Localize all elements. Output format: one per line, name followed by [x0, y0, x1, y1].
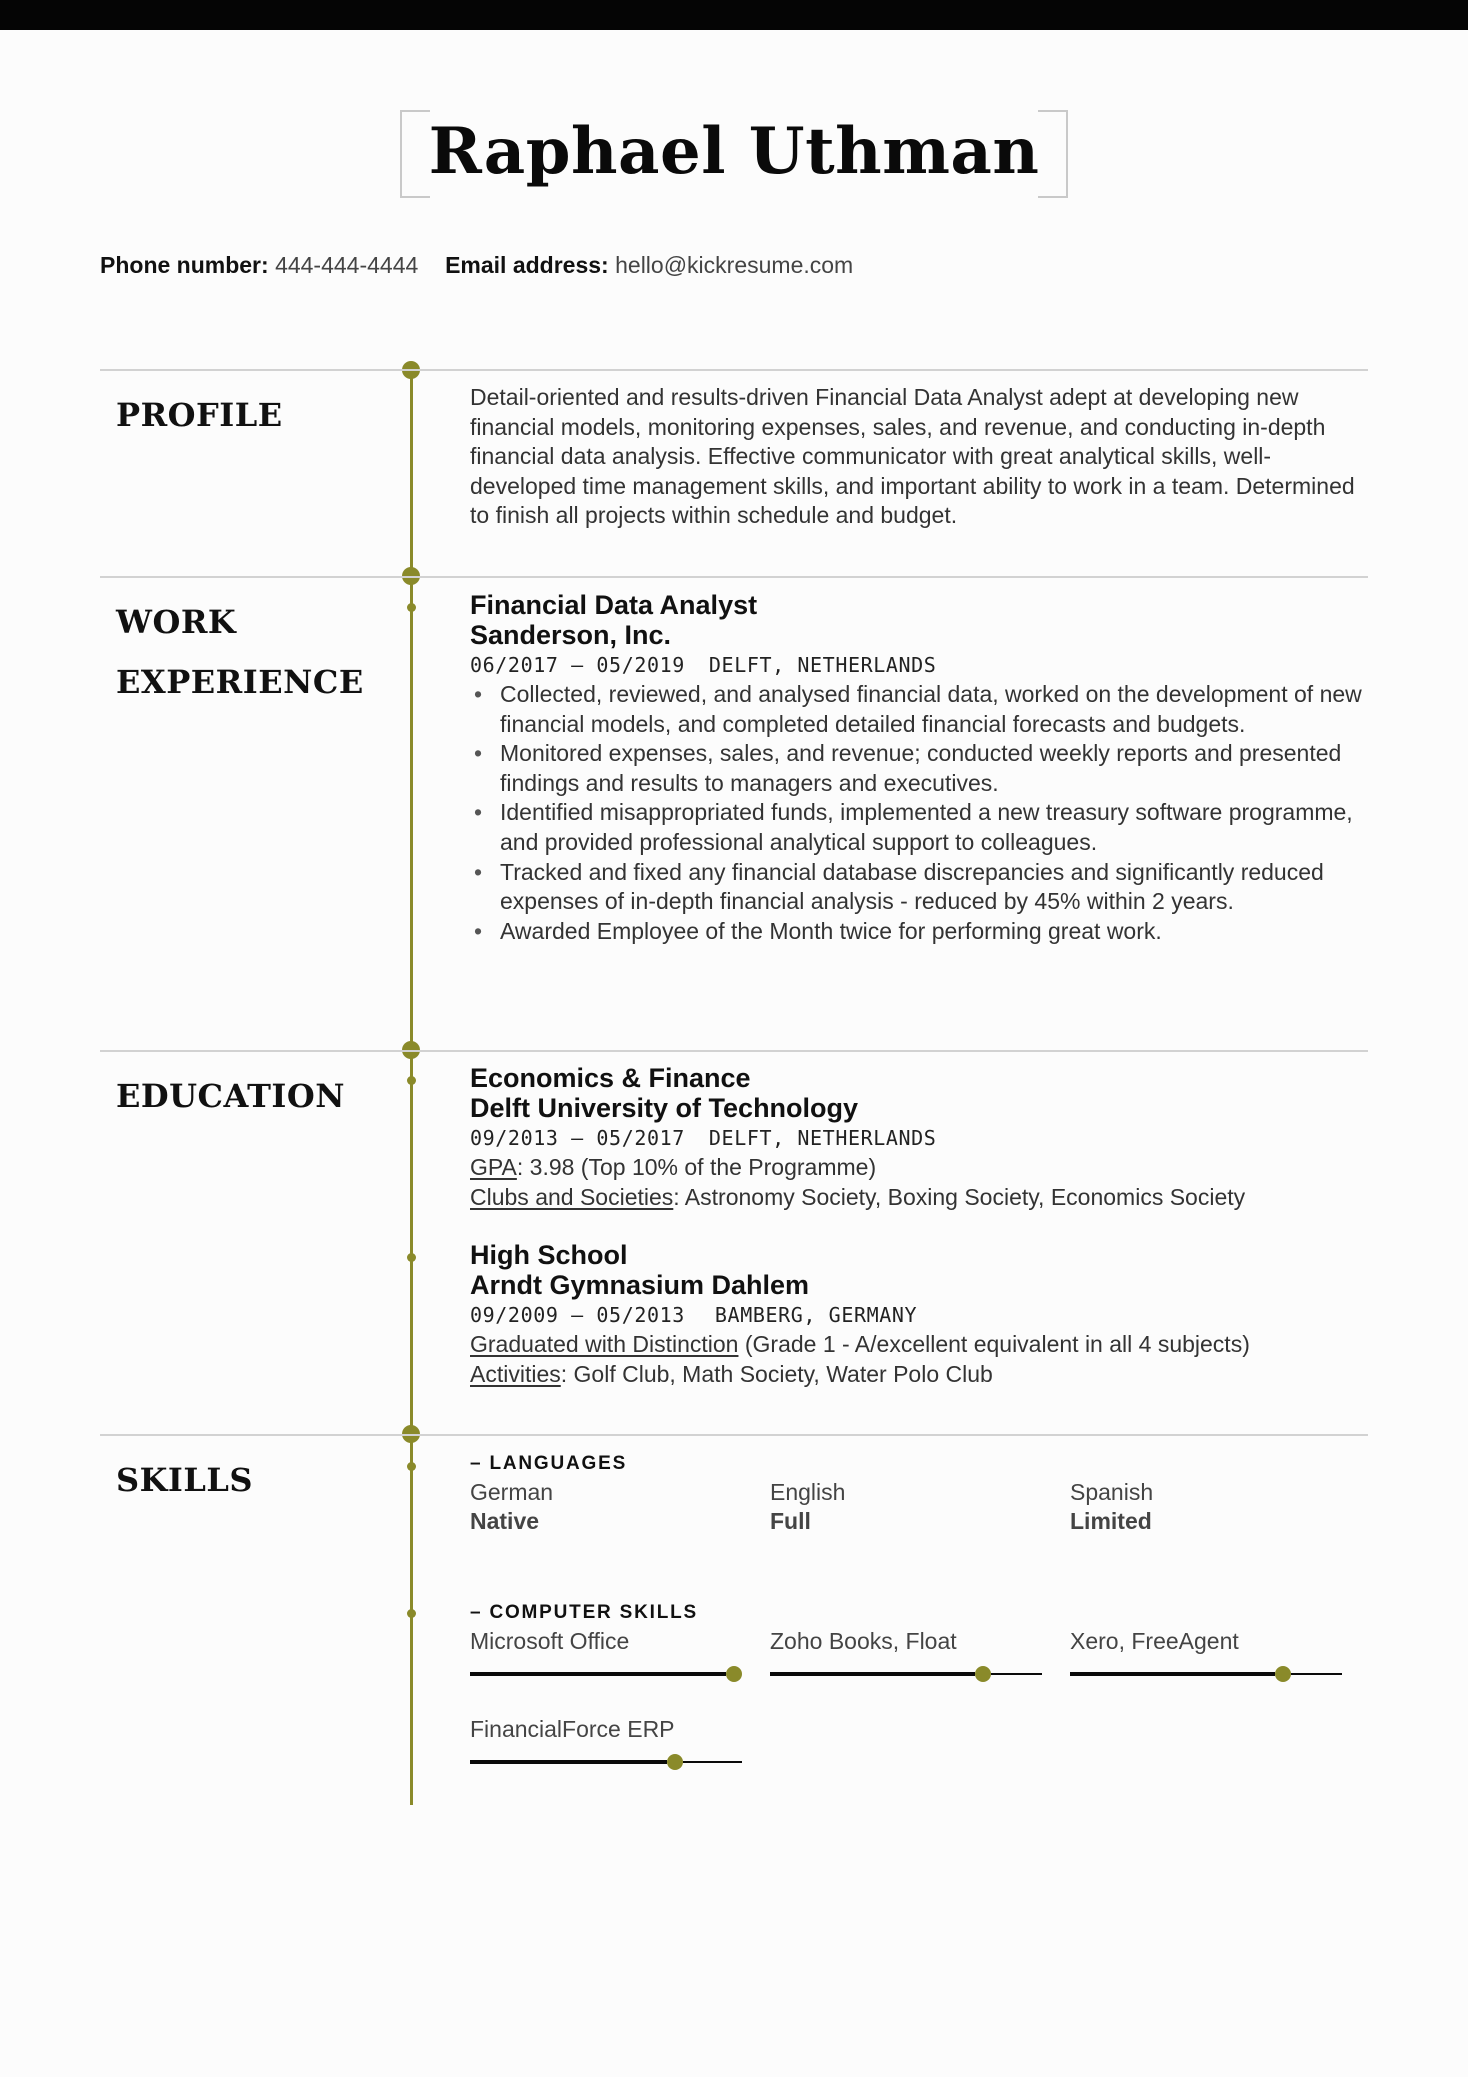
language-level: Full — [770, 1508, 811, 1534]
profile-heading: PROFILE — [116, 396, 283, 434]
language-name: German — [470, 1479, 554, 1505]
candidate-name: Raphael Uthman — [428, 114, 1040, 189]
skill-bar-fill — [1070, 1672, 1275, 1676]
skill-level-bar — [470, 1752, 742, 1772]
job-dates: 06/2017 – 05/2019 — [470, 653, 685, 677]
education-dates: 09/2013 – 05/2017 — [470, 1126, 685, 1150]
education-meta — [470, 1123, 1370, 1153]
job-entry — [470, 590, 1370, 946]
education-location: BAMBERG, GERMANY — [714, 1303, 918, 1327]
job-location: DELFT, NETHERLANDS — [708, 653, 937, 677]
section-divider — [100, 1050, 1368, 1052]
school: Delft University of Technology — [470, 1093, 859, 1123]
section-divider — [100, 1434, 1368, 1436]
detail-label: Clubs and Societies — [470, 1183, 674, 1210]
job-meta — [470, 650, 1370, 680]
skill-name: Microsoft Office — [470, 1628, 630, 1654]
timeline-dot-small — [407, 1253, 416, 1262]
language-name: Spanish — [1070, 1479, 1154, 1505]
section-divider — [100, 576, 1368, 578]
language-level: Limited — [1070, 1508, 1152, 1534]
email-value: hello@kickresume.com — [615, 252, 854, 278]
skill-bar-track — [683, 1761, 742, 1763]
degree: High School — [470, 1240, 628, 1270]
skill-bar-knob — [975, 1666, 991, 1682]
education-heading: EDUCATION — [116, 1077, 345, 1115]
education-meta — [470, 1300, 1370, 1330]
timeline-dot-small — [407, 1462, 416, 1471]
education-detail — [470, 1183, 1370, 1213]
detail-label: Graduated with Distinction — [470, 1331, 739, 1357]
job-bullet: • Monitored expenses, sales, and revenue; conducted weekly reports and presented findings and results to managers and executives. — [470, 739, 1370, 798]
education-detail — [470, 1153, 1370, 1183]
job-bullet: • Awarded Employee of the Month twice for performing great work. — [470, 917, 1370, 947]
work-heading-line1: WORK — [116, 603, 237, 641]
job-bullet: • Tracked and fixed any financial database discrepancies and significantly reduced expenses of in-depth financial analysis - reduced by 45% within 2 years. — [470, 858, 1370, 917]
education-detail — [470, 1330, 1370, 1360]
contact-line — [100, 252, 853, 279]
education-location: DELFT, NETHERLANDS — [708, 1126, 937, 1150]
job-bullet: • Identified misappropriated funds, implemented a new treasury software programme, and provided professional analytical support to colleagues. — [470, 798, 1370, 857]
education-entry — [470, 1240, 1370, 1389]
detail-text: (Grade 1 - A/excellent equivalent in all 4 subjects) — [738, 1331, 1250, 1357]
education-entry — [470, 1063, 1370, 1212]
job-title: Financial Data Analyst — [470, 590, 758, 620]
profile-text: Detail-oriented and results-driven Financial Data Analyst adept at developing new financial models, monitoring expenses, sales, and revenue, and conducting in-depth financial data analysis. Effective communicator with great analytical skills, well-developed time management skills, and important ability to work in a team. Determined to finish all projects within schedule and budget. — [470, 384, 1355, 529]
skill-bar-track — [991, 1673, 1042, 1675]
language-level: Native — [470, 1508, 540, 1534]
job-company: Sanderson, Inc. — [470, 620, 672, 650]
school: Arndt Gymnasium Dahlem — [470, 1270, 810, 1300]
skill-bar-fill — [470, 1760, 667, 1764]
skills-heading: SKILLS — [116, 1461, 253, 1499]
language-name: English — [770, 1479, 846, 1505]
detail-label: Activities — [470, 1360, 561, 1387]
skill-bar-knob — [1275, 1666, 1291, 1682]
name-frame — [400, 110, 1068, 198]
job-bullets — [470, 680, 1370, 946]
skill-name: FinancialForce ERP — [470, 1716, 675, 1742]
computer-skills-heading: – COMPUTER SKILLS — [470, 1602, 699, 1623]
skill-bar-knob — [667, 1754, 683, 1770]
section-divider — [100, 369, 1368, 371]
skill-level-bar — [1070, 1664, 1342, 1684]
skill-name: Xero, FreeAgent — [1070, 1628, 1239, 1654]
top-bar — [0, 0, 1468, 30]
degree: Economics & Finance — [470, 1063, 751, 1093]
job-bullet: • Collected, reviewed, and analysed financial data, worked on the development of new financial models, and completed detailed financial forecasts and budgets. — [470, 680, 1370, 739]
work-heading — [116, 592, 364, 712]
timeline-dot-small — [407, 1609, 416, 1618]
detail-label: GPA — [470, 1154, 517, 1180]
detail-text: : 3.98 (Top 10% of the Programme) — [516, 1154, 877, 1180]
detail-text: : Golf Club, Math Society, Water Polo Club — [560, 1360, 993, 1387]
languages-heading: – LANGUAGES — [470, 1453, 628, 1474]
skill-bar-fill — [770, 1672, 975, 1676]
skill-name: Zoho Books, Float — [770, 1628, 957, 1654]
skill-bar-knob — [726, 1666, 742, 1682]
phone-value: 444-444-4444 — [275, 252, 419, 278]
timeline-line — [410, 370, 413, 1805]
phone-label: Phone number: — [100, 252, 269, 278]
skill-level-bar — [470, 1664, 742, 1684]
timeline-dot-small — [407, 603, 416, 612]
email-label: Email address: — [445, 252, 609, 278]
skill-level-bar — [770, 1664, 1042, 1684]
education-dates: 09/2009 – 05/2013 — [470, 1303, 685, 1327]
skill-bar-track — [1291, 1673, 1342, 1675]
work-heading-line2: EXPERIENCE — [116, 663, 364, 701]
education-detail — [470, 1360, 1370, 1390]
language-item — [770, 1478, 845, 1536]
skill-bar-fill — [470, 1672, 726, 1676]
detail-text: : Astronomy Society, Boxing Society, Economics Society — [673, 1183, 1246, 1210]
timeline-dot-small — [407, 1076, 416, 1085]
language-item — [470, 1478, 553, 1536]
language-item — [1070, 1478, 1153, 1536]
